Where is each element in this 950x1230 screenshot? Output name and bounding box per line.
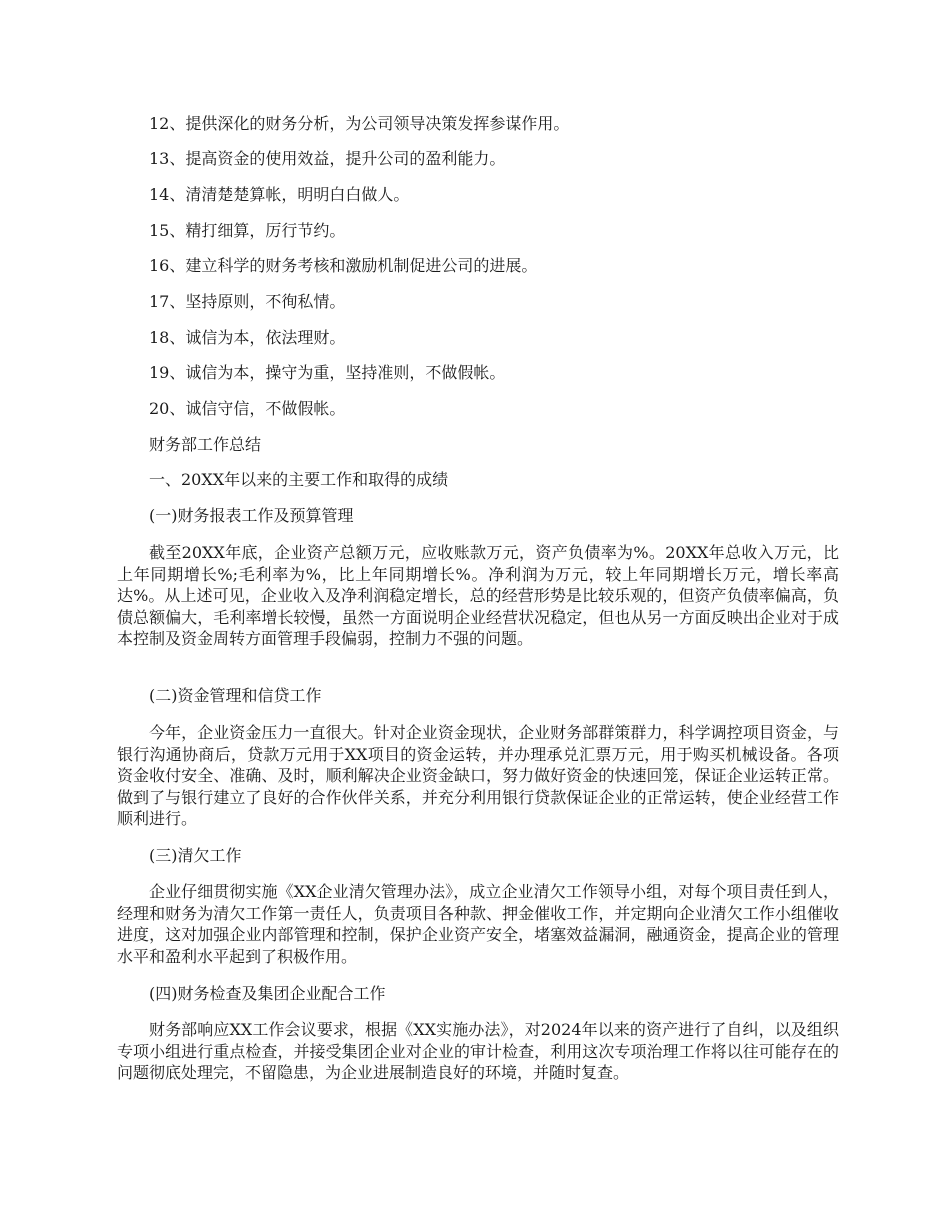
subsection-body-2: 今年，企业资金压力一直很大。针对企业资金现状，企业财务部群策群力，科学调控项目资金，与银行沟通协商后，贷款万元用于XX项目的资金运转，并办理承兑汇票万元，用于购买机械设备。各项资金收付安全、准确、及时，顺利解决企业资金缺口，努力做好资金的快速回笼，保证企业运转正常。做到了与银行建立了良好的合作伙伴关系，并充分利用银行贷款保证企业的正常运转，使企业经营工作顺利进行。 — [117, 723, 839, 828]
subsection-body-4: 财务部响应XX工作会议要求，根据《XX实施办法》，对2024年以来的资产进行了自纠，以及组织专项小组进行重点检查，并接受集团企业对企业的审计检查，利用这次专项治理工作将以往可能存在的问题彻底处理完，不留隐患，为企业进展制造良好的环境，并随时复查。 — [117, 1020, 839, 1082]
subsection-body-1: 截至20XX年底，企业资产总额万元，应收账款万元，资产负债率为%。20XX年总收入万元，比上年同期增长%;毛利率为%，比上年同期增长%。净利润为万元，较上年同期增长万元，增长率高达%。从上述可见，企业收入及净利润稳定增长，总的经营形势是比较乐观的，但资产负债率偏高，负债总额偏大，毛利率增长较慢，虽然一方面说明企业经营状况稳定，但也从另一方面反映出企业对于成本控制及资金周转方面管理手段偏弱，控制力不强的问题。 — [117, 543, 839, 648]
subsection-heading-3: (三)清欠工作 — [149, 846, 242, 865]
list-item-19: 19、诚信为本，操守为重，坚持准则，不做假帐。 — [149, 363, 506, 382]
list-item-17: 17、坚持原则，不徇私情。 — [149, 292, 346, 311]
list-item-18: 18、诚信为本，依法理财。 — [149, 328, 346, 347]
part-title: 一、20XX年以来的主要工作和取得的成绩 — [149, 470, 449, 489]
list-item-14: 14、清清楚楚算帐，明明白白做人。 — [149, 185, 410, 204]
list-item-12: 12、提供深化的财务分析，为公司领导决策发挥参谋作用。 — [149, 114, 570, 133]
subsection-heading-2: (二)资金管理和信贷工作 — [149, 686, 322, 705]
section-title: 财务部工作总结 — [149, 435, 262, 454]
subsection-body-3: 企业仔细贯彻实施《XX企业清欠管理办法》，成立企业清欠工作领导小组，对每个项目责任到人，经理和财务为清欠工作第一责任人，负责项目各种款、押金催收工作，并定期向企业清欠工作小组催收进度，这对加强企业内部管理和控制，保护企业资产安全，堵塞效益漏洞，融通资金，提高企业的管理水平和盈利水平起到了积极作用。 — [117, 882, 839, 966]
list-item-20: 20、诚信守信，不做假帐。 — [149, 399, 346, 418]
list-item-16: 16、建立科学的财务考核和激励机制促进公司的进展。 — [149, 256, 538, 275]
list-item-13: 13、提高资金的使用效益，提升公司的盈利能力。 — [149, 149, 506, 168]
subsection-heading-4: (四)财务检查及集团企业配合工作 — [149, 984, 386, 1003]
list-item-15: 15、精打细算，厉行节约。 — [149, 221, 346, 240]
subsection-heading-1: (一)财务报表工作及预算管理 — [149, 506, 354, 525]
